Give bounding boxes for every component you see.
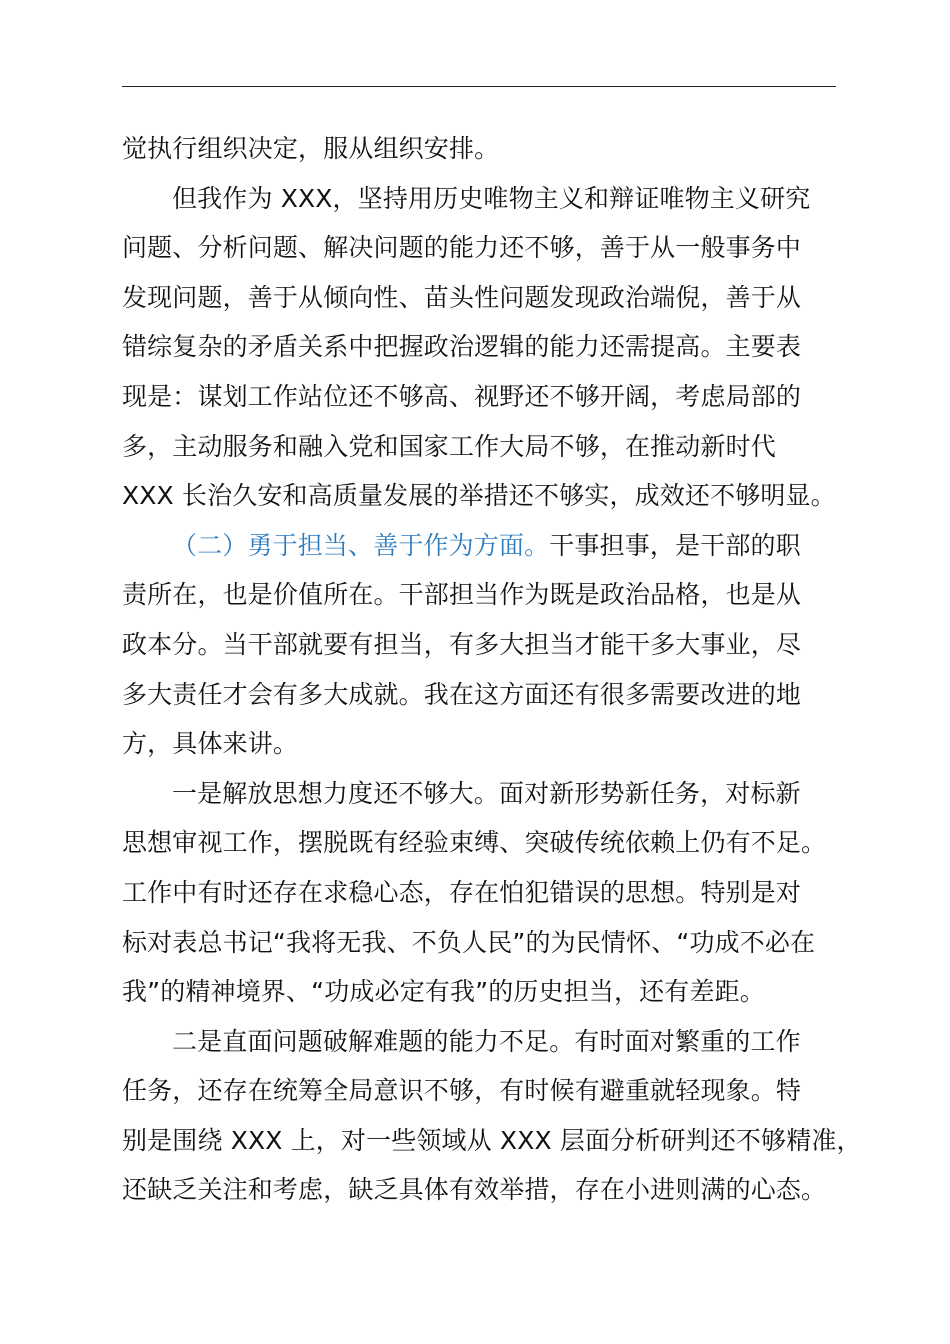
paragraph-text: 干事担事，是干部的职 <box>549 530 801 560</box>
paragraph-line: XXX 长治久安和高质量发展的举措还不够实，成效还不够明显。 <box>122 481 836 511</box>
paragraph-line: 标对表总书记“我将无我、不负人民”的为民情怀、“功成不必在 <box>122 927 816 957</box>
paragraph-line: 二是直面问题破解难题的能力不足。有时面对繁重的工作 <box>172 1026 801 1056</box>
paragraph-line: 多大责任才会有多大成就。我在这方面还有很多需要改进的地 <box>122 679 802 709</box>
paragraph-line: 错综复杂的矛盾关系中把握政治逻辑的能力还需提高。主要表 <box>122 332 802 362</box>
paragraph-line: 问题、分析问题、解决问题的能力还不够，善于从一般事务中 <box>122 233 802 263</box>
paragraph-line: 思想审视工作，摆脱既有经验束缚、突破传统依赖上仍有不足。 <box>122 828 827 858</box>
paragraph-line: 多，主动服务和融入党和国家工作大局不够，在推动新时代 <box>122 431 776 461</box>
paragraph-line: 发现问题，善于从倾向性、苗头性问题发现政治端倪，善于从 <box>122 282 802 312</box>
paragraph-line: 还缺乏关注和考虑，缺乏具体有效举措，存在小进则满的心态。 <box>122 1175 827 1205</box>
paragraph-line: 别是围绕 XXX 上，对一些领域从 XXX 层面分析研判还不够精准， <box>122 1125 862 1155</box>
paragraph-line: 我”的精神境界、“功成必定有我”的历史担当，还有差距。 <box>122 977 765 1007</box>
paragraph-line: 觉执行组织决定，服从组织安排。 <box>122 134 500 163</box>
section-heading-line <box>122 521 838 571</box>
document-body <box>122 124 862 1215</box>
paragraph-line: 现是：谋划工作站位还不够高、视野还不够开阔，考虑局部的 <box>122 381 802 411</box>
section-heading: （二）勇于担当、善于作为方面。 <box>172 530 550 560</box>
paragraph-line: 政本分。当干部就要有担当，有多大担当才能干多大事业，尽 <box>122 629 802 659</box>
paragraph-line: 方，具体来讲。 <box>122 729 299 759</box>
paragraph-line: 工作中有时还存在求稳心态，存在怕犯错误的思想。特别是对 <box>122 877 802 907</box>
header-rule <box>122 86 836 87</box>
paragraph-line: 但我作为 XXX，坚持用历史唯物主义和辩证唯物主义研究 <box>172 183 811 213</box>
paragraph-line: 责所在，也是价值所在。干部担当作为既是政治品格，也是从 <box>122 580 802 610</box>
paragraph-line: 任务，还存在统筹全局意识不够，有时候有避重就轻现象。特 <box>122 1076 802 1106</box>
paragraph-line: 一是解放思想力度还不够大。面对新形势新任务，对标新 <box>172 778 801 808</box>
